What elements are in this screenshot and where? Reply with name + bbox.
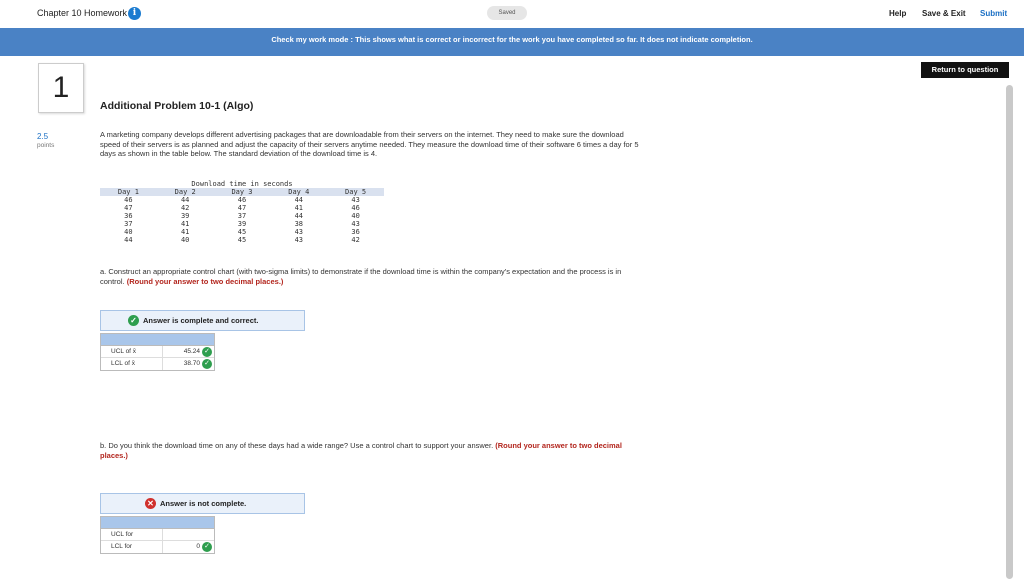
download-time-table xyxy=(100,180,384,244)
table-cell: 40 xyxy=(351,212,360,220)
table-cell: 43 xyxy=(294,228,303,236)
part-b-question xyxy=(100,441,640,461)
table-row xyxy=(100,220,384,228)
submit-link[interactable]: Submit xyxy=(980,9,1008,18)
part-b-answer-table xyxy=(100,516,215,554)
answer-table-header xyxy=(101,517,214,529)
x-icon: ✕ xyxy=(145,498,156,509)
info-icon[interactable]: i xyxy=(128,7,141,20)
table-cell: 46 xyxy=(351,204,360,212)
table-row xyxy=(100,196,384,204)
question-number: 1 xyxy=(38,63,84,113)
return-to-question-button[interactable]: Return to question xyxy=(921,62,1009,78)
table-cell: 41 xyxy=(180,220,190,228)
table-cell: 40 xyxy=(180,236,190,244)
table-cell: 43 xyxy=(351,196,360,204)
answer-label: LCL of x̄ xyxy=(101,358,163,370)
check-icon: ✓ xyxy=(128,315,139,326)
part-a-hint: (Round your answer to two decimal places.) xyxy=(126,277,284,286)
table-cell: 44 xyxy=(124,236,133,244)
table-caption: Download time in seconds xyxy=(191,180,293,188)
table-cell: 44 xyxy=(294,212,303,220)
table-cell: 36 xyxy=(124,212,133,220)
part-a-question xyxy=(100,267,640,287)
answer-label: UCL for xyxy=(101,529,163,540)
top-bar xyxy=(0,0,1024,28)
answer-input-ucl[interactable] xyxy=(163,346,214,357)
table-header-row xyxy=(100,188,384,196)
table-cell: 46 xyxy=(237,196,247,204)
points-label: points xyxy=(37,142,55,149)
table-row xyxy=(100,212,384,220)
help-link[interactable]: Help xyxy=(889,9,907,18)
part-a-text: a. Construct an appropriate control chart (with two-sigma limits) to demonstrate if the download time is within the company's expectation and the process is in control. xyxy=(100,267,622,286)
part-b-hint: (Round your answer to two decimal places.) xyxy=(100,441,622,460)
table-cell: 37 xyxy=(237,212,247,220)
table-row xyxy=(100,228,384,236)
save-exit-link[interactable]: Save & Exit xyxy=(922,9,966,18)
table-row xyxy=(100,236,384,244)
answer-row-lcl xyxy=(101,541,214,553)
table-cell: 44 xyxy=(180,196,190,204)
problem-title: Additional Problem 10-1 (Algo) xyxy=(100,100,254,112)
table-cell: 41 xyxy=(180,228,190,236)
table-cell: 42 xyxy=(180,204,190,212)
answer-row-ucl xyxy=(101,346,214,358)
problem-text: A marketing company develops different advertising packages that are downloadable from their servers on the internet. They need to make sure the download speed of their servers is as planned and adjust the capacity of their servers anytime needed. They measure the download time of their software 6 times a day for 5 days as shown in the table below. The standard deviation of the download time is 4. xyxy=(100,130,639,158)
column-header: Day 5 xyxy=(345,188,367,196)
table-cell: 43 xyxy=(351,220,360,228)
table-cell: 45 xyxy=(237,228,247,236)
table-cell: 38 xyxy=(294,220,303,228)
part-b-text: b. Do you think the download time on any of these days had a wide range? Use a control chart to support your answer. xyxy=(100,441,494,450)
column-header: Day 1 xyxy=(117,188,139,196)
table-cell: 42 xyxy=(351,236,360,244)
answer-value: 0 xyxy=(196,543,200,550)
answer-row-lcl xyxy=(101,358,214,370)
part-a-answer-table xyxy=(100,333,215,371)
check-work-banner: Check my work mode : This shows what is correct or incorrect for the work you have completed so far. It does not indicate completion. xyxy=(0,28,1024,56)
answer-value: 45.24 xyxy=(183,347,200,355)
part-b-status-text: Answer is not complete. xyxy=(160,499,247,508)
part-a-status-text: Answer is complete and correct. xyxy=(143,316,259,325)
table-cell: 43 xyxy=(294,236,303,244)
part-b-status xyxy=(100,493,305,514)
table-cell: 47 xyxy=(237,204,247,212)
answer-input-lcl[interactable] xyxy=(163,358,214,370)
check-icon: ✓ xyxy=(202,347,212,357)
answer-label: UCL of x̄ xyxy=(101,346,163,357)
saved-status-badge: Saved xyxy=(487,6,527,20)
table-cell: 41 xyxy=(294,204,303,212)
part-a-status xyxy=(100,310,305,331)
table-cell: 39 xyxy=(180,212,190,220)
table-cell: 37 xyxy=(124,220,133,228)
table-cell: 36 xyxy=(351,228,360,236)
table-cell: 46 xyxy=(124,196,133,204)
table-row xyxy=(100,204,384,212)
scrollbar[interactable] xyxy=(1006,85,1013,579)
column-header: Day 2 xyxy=(174,188,196,196)
chapter-title: Chapter 10 Homework xyxy=(37,8,128,18)
points-value: 2.5 xyxy=(37,132,49,141)
table-cell: 45 xyxy=(237,236,247,244)
answer-value: 38.70 xyxy=(183,360,200,367)
answer-input-lcl[interactable] xyxy=(163,541,214,553)
column-header: Day 3 xyxy=(231,188,253,196)
check-icon: ✓ xyxy=(202,359,212,369)
table-cell: 39 xyxy=(237,220,247,228)
answer-input-ucl[interactable] xyxy=(163,529,214,540)
answer-row-ucl xyxy=(101,529,214,541)
table-cell: 44 xyxy=(294,196,303,204)
column-header: Day 4 xyxy=(288,188,310,196)
check-icon: ✓ xyxy=(202,542,212,552)
table-cell: 47 xyxy=(124,204,133,212)
table-cell: 40 xyxy=(124,228,133,236)
answer-table-header xyxy=(101,334,214,346)
answer-label: LCL for xyxy=(101,541,163,553)
